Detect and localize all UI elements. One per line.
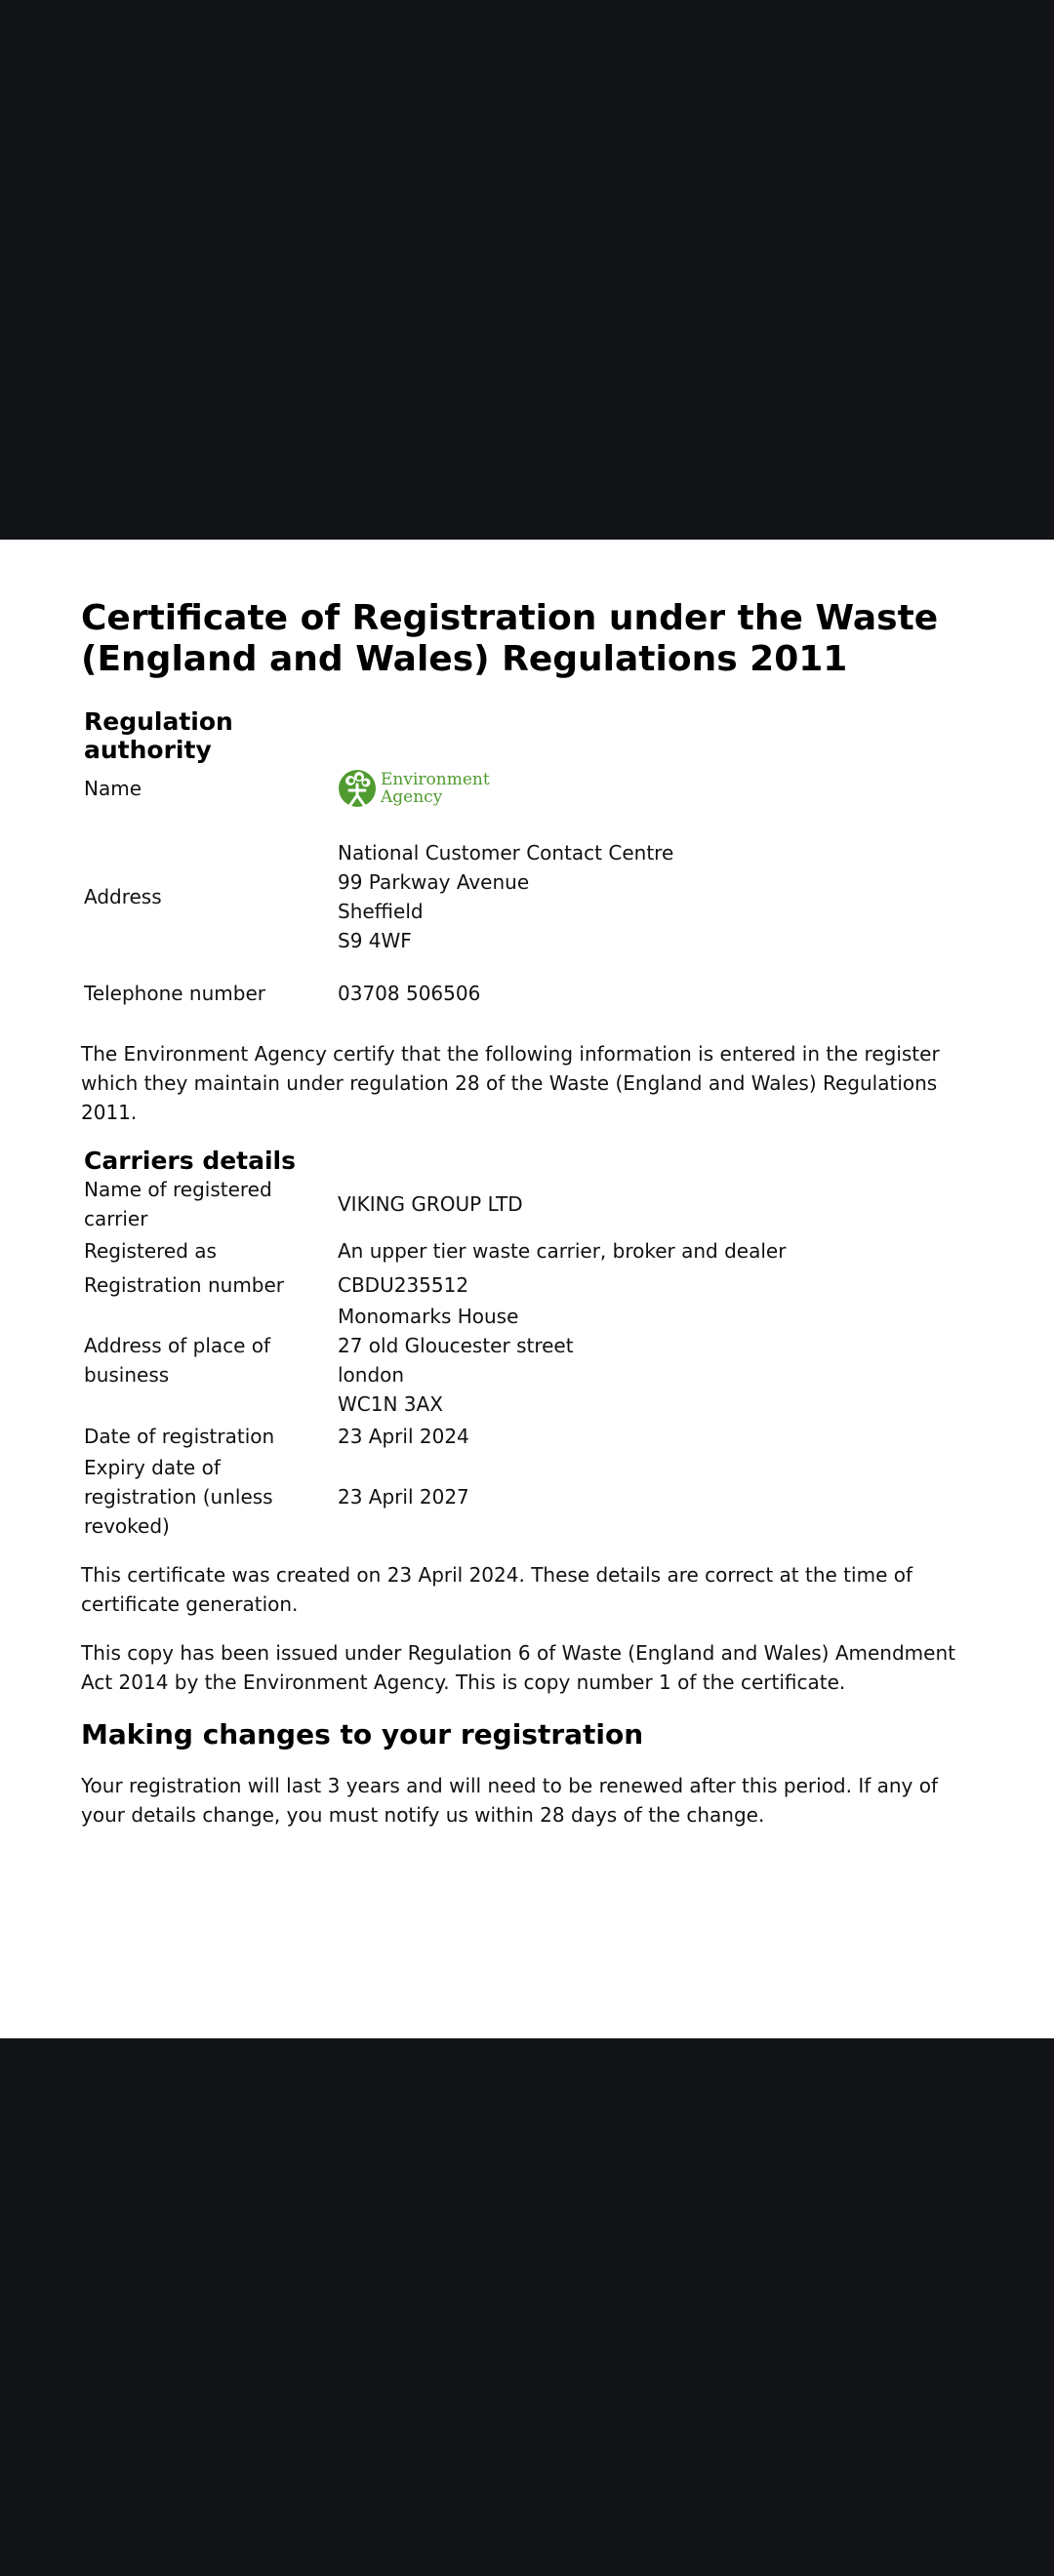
registration-number-value: CBDU235512 (338, 1272, 469, 1297)
environment-agency-logo-icon (338, 766, 377, 811)
regulation-authority-heading: Regulation authority (84, 707, 233, 764)
telephone-value: 03708 506506 (338, 982, 481, 1005)
authority-address: National Customer Contact Centre 99 Parkway Avenue Sheffield S9 4WF (338, 841, 674, 952)
changes-paragraph: Your registration will last 3 years and will need to be renewed after this period. If any of your details change, you must notify us within 28 days of the change. (81, 1774, 939, 1827)
registered-as-label: Registered as (84, 1238, 217, 1263)
expiry-date-label: Expiry date of registration (unless revoked) (84, 1456, 273, 1538)
authority-logo (338, 764, 962, 813)
registered-as-value: An upper tier waste carrier, broker and dealer (338, 1238, 787, 1263)
carrier-name-value: VIKING GROUP LTD (338, 1192, 523, 1216)
registration-number-label: Registration number (84, 1272, 285, 1297)
registration-date-value: 23 April 2024 (338, 1424, 469, 1448)
name-label: Name (84, 777, 142, 800)
created-paragraph: This certificate was created on 23 April 2024. These details are correct at the time of certificate generation. (81, 1563, 913, 1616)
address-label: Address (84, 885, 162, 908)
carrier-name-label: Name of registered carrier (84, 1178, 272, 1230)
regulation-authority-table (84, 764, 962, 1008)
logo-text: Environment Agency (381, 770, 490, 807)
carriers-details-heading: Carriers details (84, 1147, 297, 1175)
bottom-dark-area (0, 2038, 1054, 2576)
certify-paragraph: The Environment Agency certify that the following information is entered in the register which they maintain under regulation 28 of the Waste (England and Wales) Regulations 2011. (81, 1042, 940, 1124)
making-changes-heading: Making changes to your registration (81, 1718, 644, 1751)
certificate-page (0, 540, 1054, 2038)
carriers-details-table (84, 1175, 962, 1541)
telephone-label: Telephone number (84, 982, 265, 1005)
business-address-label: Address of place of business (84, 1334, 271, 1387)
copy-paragraph: This copy has been issued under Regulation 6 of Waste (England and Wales) Amendment Act 2014 by the Environment Agency. This is copy number 1 of the certificate. (81, 1641, 955, 1694)
expiry-date-value: 23 April 2027 (338, 1485, 469, 1509)
registration-date-label: Date of registration (84, 1424, 275, 1448)
business-address-value: Monomarks House 27 old Gloucester street london WC1N 3AX (338, 1305, 574, 1416)
top-dark-area (0, 0, 1054, 540)
certificate-title: Certificate of Registration under the Waste (England and Wales) Regulations 2011 (81, 598, 939, 679)
certificate-content (81, 598, 979, 1830)
